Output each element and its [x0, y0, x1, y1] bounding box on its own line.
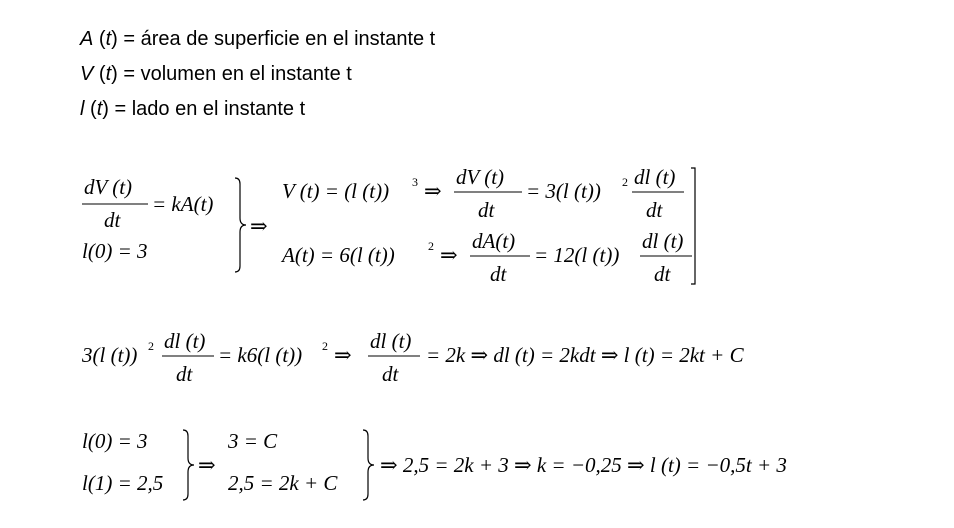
- implies-symbol: ⇒: [250, 214, 268, 238]
- definition-symbol: V: [80, 63, 94, 85]
- definition-text: = lado en el instante t: [108, 98, 306, 120]
- eq2-mid: = k6(l (t)): [218, 343, 303, 367]
- eq2-mid-exponent: 2: [322, 339, 328, 353]
- rate-num: dV (t): [84, 175, 133, 199]
- right-bracket: [691, 168, 695, 284]
- area-implies: ⇒: [440, 243, 458, 267]
- equation-2: [81, 329, 745, 386]
- eq2-frac-num: dl (t): [370, 329, 412, 353]
- definition-text: = volumen en el instante t: [117, 63, 352, 85]
- paren: (: [98, 28, 106, 50]
- initial-condition: l(0) = 3: [82, 239, 148, 263]
- eq2-implies: ⇒: [334, 343, 352, 367]
- paren: (: [98, 63, 106, 85]
- cond-2: l(1) = 2,5: [82, 471, 164, 495]
- cond-1: l(0) = 3: [82, 429, 148, 453]
- volume-deriv-den: dt: [478, 198, 495, 222]
- definition-arg: t: [96, 98, 103, 120]
- volume-rhs-den: dt: [646, 198, 663, 222]
- paren: ): [111, 28, 118, 50]
- area-eq: A(t) = 6(l (t)): [282, 243, 395, 267]
- volume-implies: ⇒: [424, 179, 442, 203]
- volume-rhs: = 3(l (t)): [526, 179, 601, 203]
- right-brace: [183, 430, 194, 500]
- definition-symbol: l: [80, 98, 85, 120]
- eq2-lhs-num: dl (t): [164, 329, 206, 353]
- definition-arg: t: [105, 63, 112, 85]
- paren: (: [90, 98, 97, 120]
- volume-deriv-num: dV (t): [456, 165, 505, 189]
- eq2-rest: = 2k ⇒ dl (t) = 2kdt ⇒ l (t) = 2kt + C: [426, 343, 744, 367]
- definition-symbol: A: [80, 28, 94, 50]
- eq-2: 2,5 = 2k + C: [228, 471, 338, 495]
- volume-rhs-num: dl (t): [634, 165, 676, 189]
- area-rhs-den: dt: [654, 262, 671, 286]
- area-rhs-num: dl (t): [642, 229, 684, 253]
- system-1: [82, 165, 695, 286]
- volume-eq: V (t) = (l (t)): [282, 179, 390, 203]
- area-rhs: = 12(l (t)): [534, 243, 620, 267]
- area-deriv-den: dt: [490, 262, 507, 286]
- paren: ): [111, 63, 118, 85]
- implies-symbol: ⇒: [198, 453, 216, 477]
- area-deriv-num: dA(t): [472, 229, 516, 253]
- eq2-frac-den: dt: [382, 362, 399, 386]
- definition-text: = área de superficie en el instante t: [117, 28, 436, 50]
- eq2-lhs-exponent: 2: [148, 339, 154, 353]
- system-3: [82, 429, 787, 500]
- rate-den: dt: [104, 208, 121, 232]
- rate-rhs: = kA(t): [152, 192, 214, 216]
- paren: ): [102, 98, 109, 120]
- eq2-lhs-den: dt: [176, 362, 193, 386]
- area-exponent: 2: [428, 239, 434, 253]
- definition-arg: t: [105, 28, 112, 50]
- eq2-lhs: 3(l (t)): [82, 343, 138, 367]
- result: ⇒ 2,5 = 2k + 3 ⇒ k = −0,25 ⇒ l (t) = −0,5t + 3: [380, 453, 787, 477]
- right-brace: [363, 430, 374, 500]
- eq-1: 3 = C: [228, 429, 278, 453]
- right-brace: [235, 178, 246, 272]
- volume-rhs-exponent: 2: [622, 175, 628, 189]
- volume-exponent: 3: [412, 175, 418, 189]
